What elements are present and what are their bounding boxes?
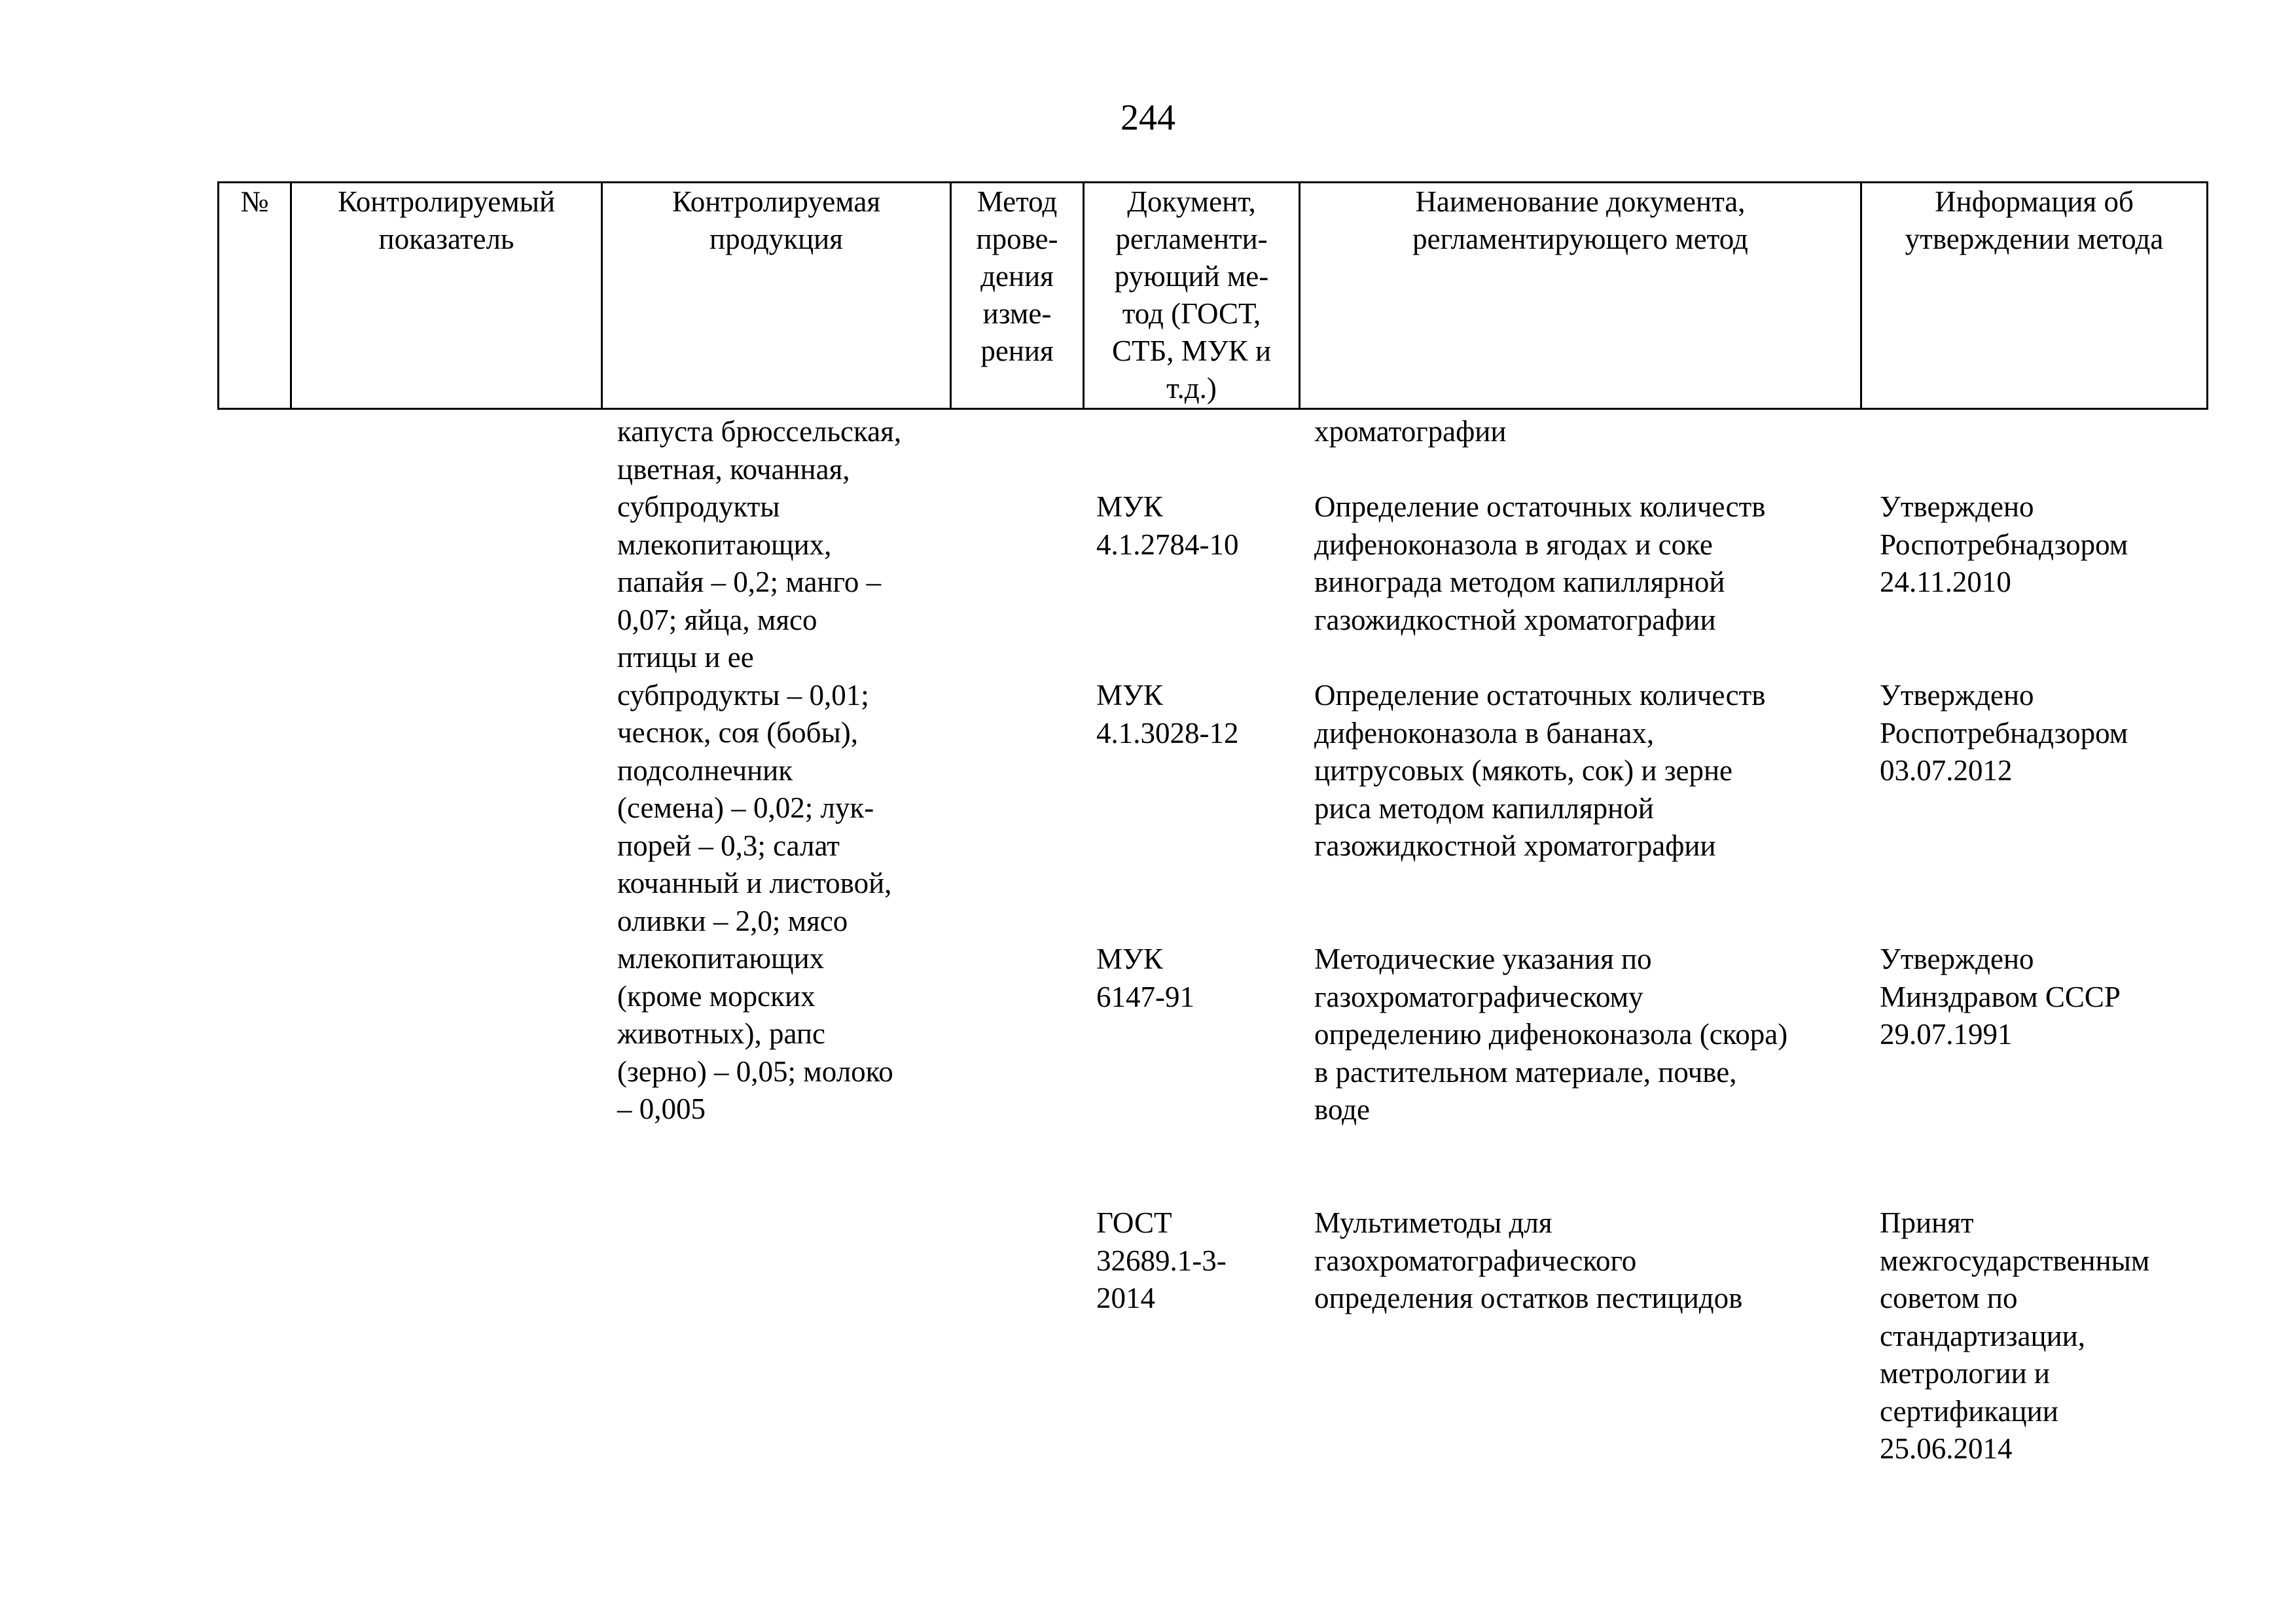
row-1-document: МУК 4.1.2784-10 xyxy=(1096,490,1239,561)
header-document-text: Документ, регламенти- рующий ме- тод (ГОСТ, СТБ, МУК и т.д.) xyxy=(1111,185,1272,405)
header-product xyxy=(602,183,951,409)
header-approval xyxy=(1861,183,2208,409)
header-row xyxy=(219,183,2208,409)
header-product-text: Контролируемая продукция xyxy=(672,185,881,255)
header-number-text: № xyxy=(240,185,269,218)
row-4-approval: Принят межгосударственным советом по стандартизации, метрологии и сертификации 25.06.2014 xyxy=(1880,1206,2150,1465)
continued-doc-name: хроматографии xyxy=(1314,415,1507,448)
header-indicator-text: Контролируемый показатель xyxy=(337,185,556,255)
row-1-doc-name: Определение остаточных количеств дифеноконазола в ягодах и соке винограда методом капиллярной газожидкостной хроматографии xyxy=(1314,490,1766,636)
header-doc-name xyxy=(1300,183,1861,409)
row-3-document: МУК 6147-91 xyxy=(1096,943,1194,1013)
page-number: 244 xyxy=(1121,98,1175,138)
header-method-text: Метод прове- дения изме- рения xyxy=(976,185,1058,367)
header-doc-name-text: Наименование документа, регламентирующего метод xyxy=(1412,185,1748,255)
header-indicator xyxy=(291,183,602,409)
row-3-approval: Утверждено Минздравом СССР 29.07.1991 xyxy=(1880,943,2121,1051)
table-header xyxy=(217,181,2208,410)
header-approval-text: Информация об утверждении метода xyxy=(1905,185,2164,255)
row-4-document: ГОСТ 32689.1-3- 2014 xyxy=(1096,1206,1227,1314)
row-2-doc-name: Определение остаточных количеств дифеноконазола в бананах, цитрусовых (мякоть, сок) и зерне риса методом капиллярной газожидкостной хроматографии xyxy=(1314,679,1766,862)
products-cell: капуста брюссельская, цветная, кочанная, субпродукты млекопитающих, папайя – 0,2; манго – 0,07; яйца, мясо птицы и ее субпродукты – 0,01; чеснок, соя (бобы), подсолнечник (семена) – 0,02; лук- порей – 0,3; салат кочанный и листовой, оливки – 2,0; мясо млекопитающих (кроме морских животных), рапс (зерно) – 0,05; молоко – 0,005 xyxy=(617,415,902,1125)
header-method xyxy=(951,183,1084,409)
row-2-document: МУК 4.1.3028-12 xyxy=(1096,679,1239,749)
header-number xyxy=(219,183,291,409)
header-document xyxy=(1084,183,1300,409)
row-2-approval: Утверждено Роспотребнадзором 03.07.2012 xyxy=(1880,679,2128,787)
row-3-doc-name: Методические указания по газохроматографическому определению дифеноконазола (скора) в растительном материале, почве, воде xyxy=(1314,943,1788,1126)
row-1-approval: Утверждено Роспотребнадзором 24.11.2010 xyxy=(1880,490,2128,598)
row-4-doc-name: Мультиметоды для газохроматографического определения остатков пестицидов xyxy=(1314,1206,1743,1314)
